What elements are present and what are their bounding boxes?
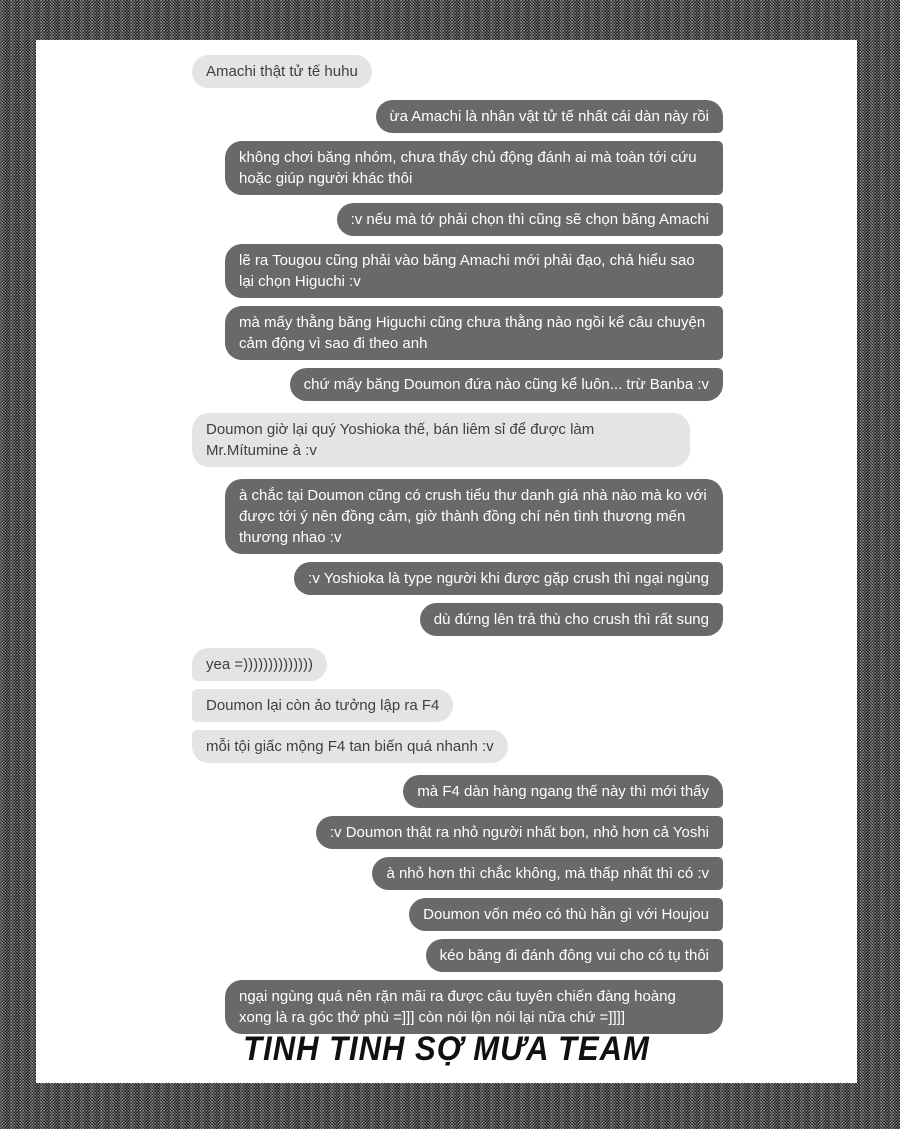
chat-bubble: à nhỏ hơn thì chắc không, mà thấp nhất thì có :v xyxy=(372,857,723,890)
chat-bubble: dù đứng lên trả thù cho crush thì rất sung xyxy=(420,603,723,636)
chat-bubble: ngại ngùng quá nên rặn mãi ra được câu tuyên chiến đàng hoàng xong là ra góc thở phù =]]] còn nói lộn nói lại nữa chứ =]]]] xyxy=(225,980,723,1034)
chat-bubble: yea =)))))))))))))) xyxy=(192,648,327,681)
team-title: TINH TINH SỢ MƯA TEAM xyxy=(243,1029,650,1068)
chat-bubble: Doumon vốn méo có thù hằn gì với Houjou xyxy=(409,898,723,931)
chat-bubble: :v Doumon thật ra nhỏ người nhất bọn, nhỏ hơn cả Yoshi xyxy=(316,816,723,849)
chat-bubble: :v Yoshioka là type người khi được gặp crush thì ngại ngùng xyxy=(294,562,723,595)
chat-bubble: ừa Amachi là nhân vật tử tế nhất cái dàn này rồi xyxy=(376,100,723,133)
chat-bubble: không chơi băng nhóm, chưa thấy chủ động đánh ai mà toàn tới cứu hoặc giúp người khác thôi xyxy=(225,141,723,195)
chat-bubble: mà mấy thằng băng Higuchi cũng chưa thằng nào ngồi kể câu chuyện cảm động vì sao đi theo anh xyxy=(225,306,723,360)
chat-bubble: lẽ ra Tougou cũng phải vào băng Amachi mới phải đạo, chả hiểu sao lại chọn Higuchi :v xyxy=(225,244,723,298)
chat-bubble: Doumon giờ lại quý Yoshioka thế, bán liêm sỉ để được làm Mr.Mítumine à :v xyxy=(192,413,690,467)
chat-bubble: mà F4 dàn hàng ngang thế này thì mới thấy xyxy=(403,775,723,808)
chat-bubble: kéo băng đi đánh đông vui cho có tụ thôi xyxy=(426,939,723,972)
credit-page xyxy=(36,40,857,1083)
chat-bubble: Amachi thật tử tế huhu xyxy=(192,55,372,88)
chat-thread xyxy=(192,55,723,1034)
chat-bubble: Doumon lại còn ảo tưởng lập ra F4 xyxy=(192,689,453,722)
chat-bubble: à chắc tại Doumon cũng có crush tiểu thư danh giá nhà nào mà ko với được tới ý nên đồng cảm, giờ thành đồng chí nên tình thương mến thương nhao :v xyxy=(225,479,723,554)
chat-bubble: chứ mấy băng Doumon đứa nào cũng kể luôn... trừ Banba :v xyxy=(290,368,723,401)
chat-bubble: :v nếu mà tớ phải chọn thì cũng sẽ chọn băng Amachi xyxy=(337,203,723,236)
chat-bubble: mỗi tội giấc mộng F4 tan biến quá nhanh :v xyxy=(192,730,508,763)
